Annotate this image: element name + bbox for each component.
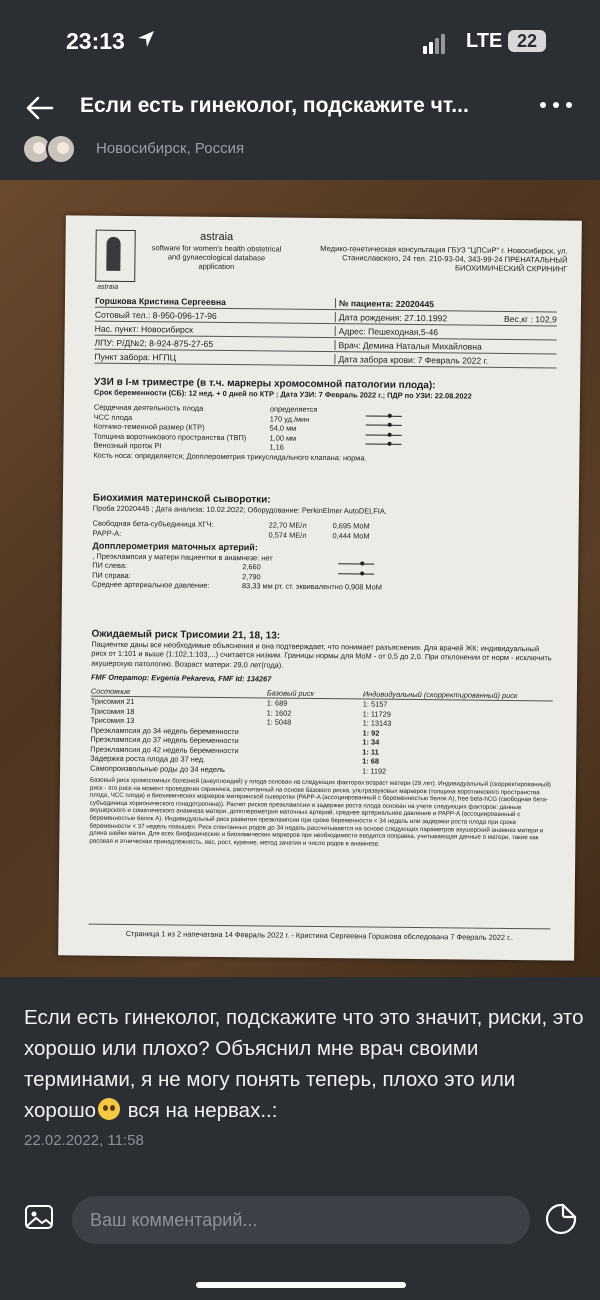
risk-head: Базовый риск — [266, 687, 315, 698]
biochem-title: Биохимия материнской сыворотки: — [92, 492, 271, 506]
risk-text: Пациентке даны все необходимые объяснения и она подтверждает, что понимает разъяснения. Для врачей ЖК: индивидуальный риск от 1:101 и выше (1:102,1:103,...) считается низким. Границы нормы для MoM - от 0,5 до 2,0. При отклонении от норм - исключить акушерскую патологию. Возраст матери: 29,0 лет(года). — [91, 639, 552, 670]
status-bar — [0, 0, 600, 84]
risk-row-individual: 1: 13143 — [362, 718, 392, 728]
risk-row-label: Трисомия 21 — [90, 696, 135, 707]
range-marker-icon — [338, 563, 374, 564]
battery-icon: 22 — [508, 30, 546, 52]
risk-row-base: 1: 5048 — [266, 717, 292, 727]
patient-name: Горшкова Кристина Сергеевна — [94, 295, 226, 307]
more-options-icon[interactable] — [540, 102, 572, 108]
risk-notes: Базовый риск хромосомных болезней (анеуплоидий) у плода основан на следующих факторах:возраст матери (29 лет). Индивидуальный (скорректированный) риск - это риск на момент проведения скрининга, рассчитанный на основе базового риска, ультразвуковых маркеров (толщина воротникового пространства плода, ЧСС плода) и биохимических маркеров материнской сыворотки (PAPP-A (ассоциированный с беременностью белок А), free beta-hCG (свободная бета-субъединица хорионического гонадотропина)). Расчет рисков преэклампсии и задержки роста плода основан на учете следующих факторов: данные акушерского и соматического анамнеза матери, допплерометрия маточных артерий, среднее артериальное давление и PAPP-A (ассоциированный с беременностью белок А). Индивидуальный риск развития преэклампсии при сроке беременности < 34 недель или задержки роста плода при сроке беременности < 37 недель повышен. Риск спонтанных родов до 34 недель рассчитывается на основе следующих параметров акушерский анамнез матери и длина шейки матки. Для всех биофизических и биохимических маркеров при необходимости вводится поправка, учитывающая данные о матери, такие как расовая и этническая принадлежность, вес, рост, курение, метод зачатия и число родов в анамнезе. — [89, 776, 551, 848]
avatar — [46, 134, 76, 164]
doppler-title: Допплерометрия маточных артерий: — [92, 540, 258, 553]
risk-row-individual: 1: 5157 — [362, 699, 388, 709]
bio-row-label: Свободная бета-субъединица ХГЧ: — [92, 518, 214, 529]
astraia-logo-icon — [95, 230, 136, 282]
biochem-section — [92, 494, 555, 594]
risk-row-base: 1: 1602 — [266, 707, 292, 718]
us-row-label: Венозный проток PI — [93, 440, 162, 451]
risk-row-individual: 1: 11 — [362, 746, 379, 757]
document-footer: Страница 1 из 2 напечатана 14 Февраль 2022 г. - Кристина Сергеевна Горшкова обследована 7 Февраль 2022 г.. — [88, 924, 550, 943]
us-row-value: 1,16 — [269, 442, 284, 452]
risk-row-label: Трисомия 18 — [90, 706, 135, 716]
signal-icon — [423, 34, 445, 54]
logo-caption: astraia — [97, 283, 119, 291]
ultrasound-section — [93, 378, 556, 465]
avatar-group[interactable] — [22, 134, 80, 164]
sample-point: Пункт забора: НГПЦ — [94, 351, 177, 362]
doppler-row-label: ПИ слева: — [92, 560, 128, 570]
us-row-label: Толщина воротникового пространства (ТВП) — [93, 431, 247, 442]
risk-row-label: Самопроизвольные роды до 34 недель — [90, 763, 225, 774]
risk-row-individual: 1: 34 — [362, 737, 380, 747]
risk-row-individual: 1: 1192 — [362, 765, 387, 776]
us-row-value: определяется — [269, 404, 318, 414]
patient-lpu: ЛПУ: Р/Д№2; 8-924-875-27-65 — [94, 337, 214, 349]
risk-row-label: Преэклампсия до 34 недель беременности — [90, 725, 239, 736]
screening-document — [58, 215, 582, 960]
patient-number: № пациента: 22020445 — [335, 298, 557, 310]
astraia-sub: software for women's health obstetrical and gynaecological database application — [151, 243, 282, 272]
blood-date: Дата забора крови: 7 Февраль 2022 г. — [334, 354, 556, 366]
bio-row-mom: 0,695 MoM — [332, 521, 370, 531]
status-time: 23:13 — [66, 28, 125, 54]
doppler-row-value: 83,33 мм рт. ст. эквивалентно 0,908 MoM — [241, 581, 382, 592]
risk-row-label: Трисомия 13 — [90, 715, 135, 726]
astraia-block — [151, 232, 281, 271]
risk-row-base — [266, 765, 362, 776]
doppler-row-label: Среднее артериальное давление: — [91, 579, 210, 590]
us-row-value: 1,00 мм — [269, 432, 297, 443]
astraia-name: astraia — [200, 230, 234, 244]
bio-row-value: 22,70 МЕ/л — [268, 520, 307, 530]
post-body: Если есть гинеколог, подскажите что это значит, риски, это хорошо или плохо? Объяснил мне врач своими терминами, я не могу понять теперь, плохо это или хорошо — [24, 1006, 584, 1122]
risk-section — [89, 630, 553, 850]
patient-dob: Дата рождения: 27.10.1992 — [338, 311, 448, 323]
post-text — [24, 1002, 584, 1126]
doppler-row-value: 2,790 — [242, 571, 261, 581]
ultrasound-note: Кость носа: определяется; Допплерометрия трикуспидального клапана: норма. — [93, 450, 367, 462]
doppler-row-value: 2,660 — [242, 562, 261, 572]
post-body-tail: вся на нервах..: — [122, 1099, 278, 1122]
patient-phone: Сотовый тел.: 8-950-096-17-96 — [94, 309, 217, 321]
comment-input[interactable]: Ваш комментарий... — [72, 1196, 530, 1244]
location-arrow-icon — [136, 29, 156, 49]
risk-row-label: Задержка роста плода до 37 нед. — [90, 753, 206, 764]
us-row-label: Копчико-теменной размер (КТР) — [93, 421, 205, 432]
range-marker-icon — [366, 443, 402, 444]
risk-row-label: Преэклампсия до 42 недель беременности — [90, 744, 239, 755]
risk-head: Индивидуальный (скорректированный) риск — [362, 688, 518, 700]
patient-city: Нас. пункт: Новосибирск — [94, 323, 193, 335]
us-row-value: 54,0 мм — [269, 423, 297, 433]
biochem-probe: Проба 22020445 ; Дата анализа: 10.02.2022; Оборудование: PerkinElmer AutoDELFIA. — [92, 503, 387, 516]
us-row-label: ЧСС плода — [93, 412, 133, 422]
home-indicator — [196, 1282, 406, 1288]
location-label: Новосибирск, Россия — [96, 140, 245, 157]
patient-weight: Вес,кг : 102,9 — [504, 313, 557, 324]
range-marker-icon — [366, 434, 402, 435]
risk-row-label: Преэклампсия до 37 недель беременности — [90, 734, 239, 746]
post-photo[interactable] — [0, 180, 600, 977]
org-header: Медико-генетическая консультация ГБУЗ "ЦПСиР" г. Новосибирск, ул. Станиславского, 24 тел. 210-93-04, 343-99-24 ПРЕНАТАЛЬНЫЙ БИОХИМИЧЕСКИЙ СКРИНИНГ — [320, 243, 568, 274]
bio-row-label: PAPP-A: — [92, 528, 122, 538]
ultrasound-title: УЗИ в I-м триместре (в т.ч. маркеры хромосомной патологии плода): — [94, 376, 436, 392]
page-title: Если есть гинеколог, подскажите чт... — [80, 94, 469, 117]
image-attach-icon[interactable] — [24, 1202, 54, 1232]
bio-row-value: 0,574 МЕ/л — [268, 529, 307, 540]
risk-row-individual: 1: 92 — [362, 727, 380, 738]
us-row-value: 170 уд./мин — [269, 413, 310, 424]
patient-doctor: Врач: Демина Наталья Михайловна — [334, 340, 556, 352]
risk-row-base: 1: 689 — [266, 698, 288, 708]
back-arrow-icon[interactable] — [24, 92, 56, 124]
range-marker-icon — [338, 573, 374, 574]
doppler-row-label: ПИ справа: — [92, 570, 131, 580]
risk-head: Состояние — [90, 686, 131, 696]
risk-title: Ожидаемый риск Трисомии 21, 18, 13: — [91, 628, 281, 642]
patient-address: Адрес: Пешеходная,5-46 — [335, 326, 557, 338]
fmf-operator: FMF Оператор: Evgenia Pekareva, FMF Id: 134267 — [91, 672, 272, 684]
us-row-label: Сердечная деятельность плода — [93, 402, 204, 413]
sticker-icon[interactable] — [544, 1202, 578, 1236]
patient-table — [94, 294, 557, 369]
range-marker-icon — [366, 415, 402, 416]
pleading-face-emoji-icon — [98, 1098, 120, 1120]
post-date: 22.02.2022, 11:58 — [24, 1132, 144, 1149]
doppler-note: , Преэклампсия у матери пациентки в анамнезе: нет — [92, 551, 273, 563]
network-type: LTE — [466, 30, 503, 52]
risk-row-individual: 1: 68 — [362, 756, 380, 766]
bio-row-mom: 0,444 MoM — [332, 530, 370, 541]
risk-row-individual: 1: 11729 — [362, 708, 391, 719]
ultrasound-term: Срок беременности (СБ): 12 нед. + 0 дней по КТР ; Дата УЗИ: 7 Февраль 2022 г.; ПДР по УЗИ: 22.08.2022 — [93, 387, 472, 401]
range-marker-icon — [366, 424, 402, 425]
